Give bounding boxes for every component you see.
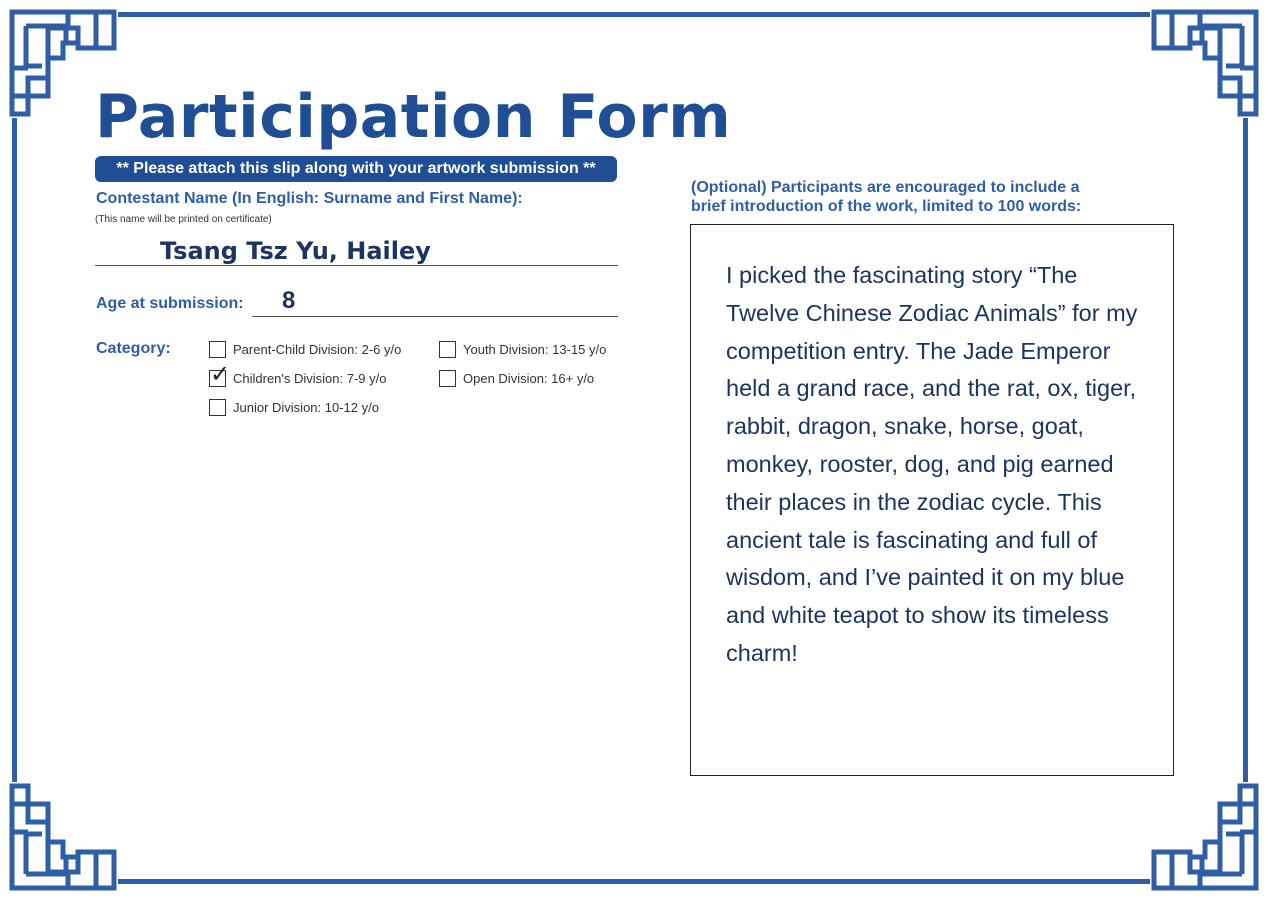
age-label: Age at submission: xyxy=(96,295,244,312)
category-option-label: Parent-Child Division: 2-6 y/o xyxy=(233,342,402,357)
checkbox-icon[interactable] xyxy=(439,370,456,387)
category-option-parent-child[interactable] xyxy=(209,341,401,358)
category-option-junior[interactable] xyxy=(209,399,379,416)
category-option-children[interactable] xyxy=(209,360,387,388)
contestant-name-label: Contestant Name (In English: Surname and First Name): xyxy=(96,190,523,207)
category-option-label: Children's Division: 7-9 y/o xyxy=(233,371,387,386)
checkbox-icon[interactable] xyxy=(439,341,456,358)
category-option-open[interactable] xyxy=(439,370,594,387)
category-option-label: Youth Division: 13-15 y/o xyxy=(463,342,607,357)
check-mark-icon: ✓ xyxy=(210,360,231,388)
name-underline xyxy=(95,265,618,266)
category-option-youth[interactable] xyxy=(439,341,606,358)
fretwork-corner-icon xyxy=(1150,8,1260,118)
introduction-text: I picked the fascinating story “The Twelve Chinese Zodiac Animals” for my competition entry. The Jade Emperor held a grand race, and the rat, ox, tiger, rabbit, dragon, snake, horse, goat, monkey, rooster, dog, and pig earned their places in the zodiac cycle. This ancient tale is fascinating and full of wisdom, and I’ve painted it on my blue and white teapot to show its timeless charm! xyxy=(726,262,1138,666)
category-option-label: Open Division: 16+ y/o xyxy=(463,371,595,386)
age-field[interactable]: 8 xyxy=(282,287,296,314)
checkbox-icon[interactable] xyxy=(209,399,226,416)
checkbox-icon[interactable] xyxy=(209,360,231,388)
introduction-prompt-line: brief introduction of the work, limited to 100 words: xyxy=(691,198,1082,215)
category-option-label: Junior Division: 10-12 y/o xyxy=(233,400,379,415)
age-underline xyxy=(252,316,618,317)
certificate-note: (This name will be printed on certificate) xyxy=(95,214,272,225)
form-title: Participation Form xyxy=(95,82,732,152)
fretwork-corner-icon xyxy=(1150,782,1260,892)
introduction-prompt xyxy=(691,178,1161,216)
contestant-name-field[interactable]: Tsang Tsz Yu, Hailey xyxy=(160,237,431,265)
category-label: Category: xyxy=(96,340,171,357)
instruction-banner: ** Please attach this slip along with your artwork submission ** xyxy=(95,156,617,182)
fretwork-corner-icon xyxy=(8,782,118,892)
introduction-textbox[interactable] xyxy=(690,224,1174,776)
checkbox-icon[interactable] xyxy=(209,341,226,358)
introduction-prompt-line: (Optional) Participants are encouraged to include a xyxy=(691,179,1080,196)
